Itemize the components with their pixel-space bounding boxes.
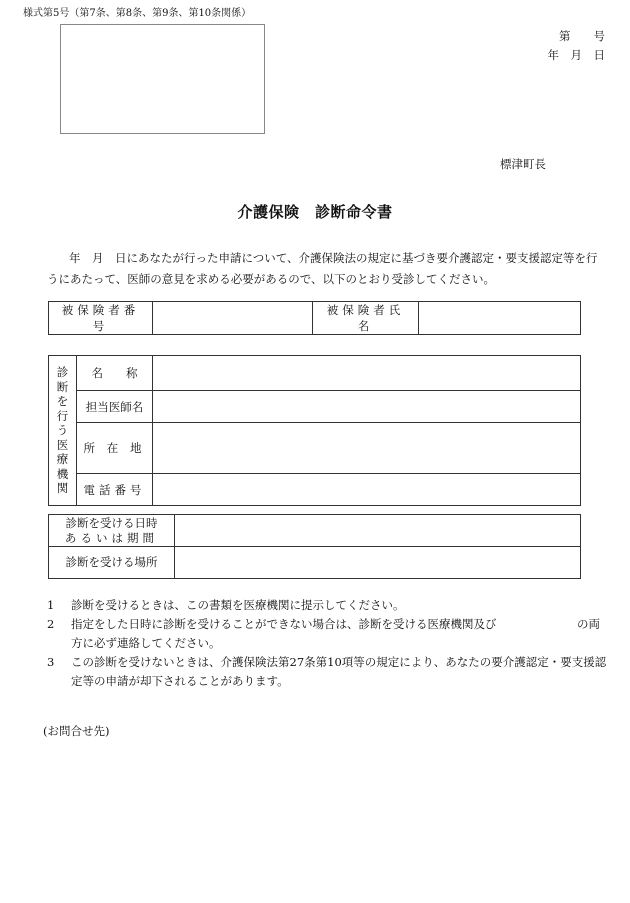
intro-paragraph: 年 月 日にあなたが行った申請について、介護保険法の規定に基づき要介護認定・要支援認定等を行うにあたって、医師の意見を求める必要があるので、以下のとおり受診してください。	[47, 251, 598, 286]
facility-phone-field[interactable]	[153, 474, 581, 506]
exam-datetime-field[interactable]	[175, 515, 581, 547]
exam-place-label: 診断を受ける場所	[49, 547, 175, 579]
document-date: 年 月 日	[547, 48, 605, 62]
doctor-name-field[interactable]	[153, 391, 581, 423]
facility-address-field[interactable]	[153, 423, 581, 474]
document-number: 第 号	[559, 29, 605, 43]
exam-datetime-label-line2: あるいは期間	[64, 530, 159, 545]
facility-address-label: 所 在 地	[77, 423, 153, 474]
contact-label: (お問合せ先)	[43, 724, 110, 738]
facility-name-label: 名 称	[77, 356, 153, 391]
insured-table	[48, 301, 581, 335]
form-number: 様式第5号（第7条、第8条、第9条、第10条関係）	[23, 8, 252, 19]
document-number-block	[548, 27, 606, 65]
issuer-name: 標津町長	[500, 157, 546, 171]
note-item: 1 診断を受けるときは、この書類を医療機関に提示してください。	[47, 598, 405, 612]
facility-phone-label: 電話番号	[77, 474, 153, 506]
facility-table	[48, 355, 581, 506]
document-title: 介護保険 診断命令書	[237, 203, 393, 221]
insured-number-field[interactable]	[153, 302, 313, 335]
notes-list	[47, 596, 610, 691]
facility-group-label: 診 断 を 行 う 医 療 機 関	[49, 356, 77, 506]
insured-name-field[interactable]	[419, 302, 581, 335]
exam-datetime-label	[49, 515, 175, 547]
schedule-table	[48, 514, 581, 579]
exam-datetime-label-line1: 診断を受ける日時	[65, 515, 158, 530]
insured-number-label: 被保険者番号	[49, 302, 153, 335]
address-window-box	[60, 24, 265, 134]
facility-name-field[interactable]	[153, 356, 581, 391]
doctor-name-label: 担当医師名	[77, 391, 153, 423]
note-item: 3 この診断を受けないときは、介護保険法第27条第10項等の規定により、あなたの要介護認定・要支援認定等の申請が却下されることがあります。	[47, 655, 607, 688]
exam-place-field[interactable]	[175, 547, 581, 579]
note-item: 2 指定をした日時に診断を受けることができない場合は、診断を受ける医療機関及び の両方に必ず連絡してください。	[47, 617, 600, 650]
insured-name-label: 被保険者氏名	[313, 302, 419, 335]
